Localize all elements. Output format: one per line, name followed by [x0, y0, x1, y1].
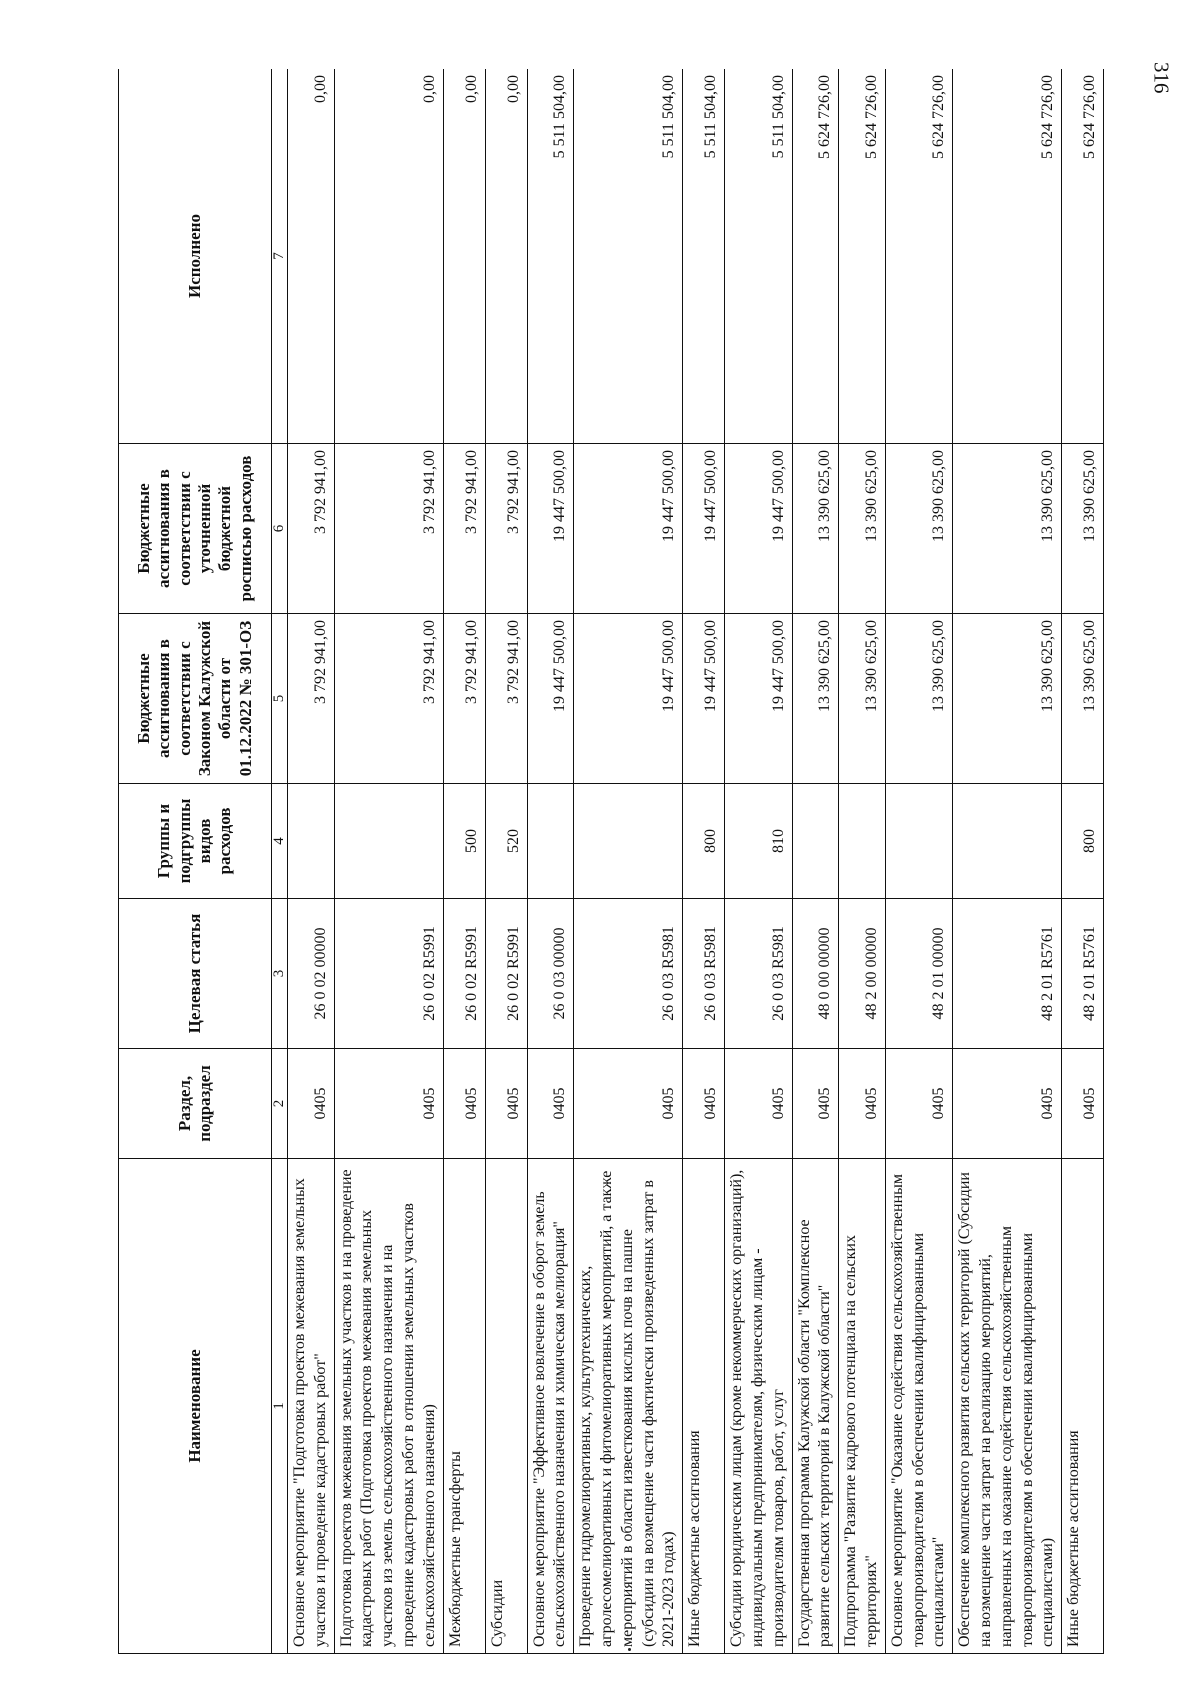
cell-executed-amount: 5 624 726,00 [885, 69, 952, 444]
cell-updated-amount: 13 390 625,00 [953, 444, 1062, 614]
cell-executed-amount: 0,00 [485, 69, 527, 444]
cell-group [885, 784, 952, 899]
cell-section: 0405 [839, 1049, 886, 1159]
cell-executed-amount: 0,00 [443, 69, 485, 444]
cell-section: 0405 [485, 1049, 527, 1159]
cell-updated-amount: 13 390 625,00 [1062, 444, 1104, 614]
cell-target: 26 0 02 R5991 [334, 899, 443, 1049]
cell-law-amount: 3 792 941,00 [443, 614, 485, 784]
cell-group [792, 784, 839, 899]
cell-section: 0405 [288, 1049, 335, 1159]
cell-executed-amount: 5 511 504,00 [527, 69, 574, 444]
cell-section: 0405 [792, 1049, 839, 1159]
cell-group [839, 784, 886, 899]
cell-section: 0405 [443, 1049, 485, 1159]
cell-updated-amount: 3 792 941,00 [443, 444, 485, 614]
table-row [683, 69, 725, 1654]
header-target: Целевая статья [119, 899, 272, 1049]
cell-updated-amount: 3 792 941,00 [334, 444, 443, 614]
cell-executed-amount: 5 511 504,00 [574, 69, 683, 444]
cell-name: Государственная программа Калужской области "Комплексное развитие сельских территорий в Калужской области" [792, 1159, 839, 1654]
cell-name: Иные бюджетные ассигнования [683, 1159, 725, 1654]
cell-executed-amount: 5 511 504,00 [683, 69, 725, 444]
cell-executed-amount: 5 624 726,00 [839, 69, 886, 444]
cell-target: 26 0 03 R5981 [725, 899, 792, 1049]
cell-executed-amount: 5 511 504,00 [725, 69, 792, 444]
cell-name: Иные бюджетные ассигнования [1062, 1159, 1104, 1654]
budget-table [118, 69, 1104, 1654]
header-section: Раздел, подраздел [119, 1049, 272, 1159]
cell-group: 520 [485, 784, 527, 899]
header-updated: Бюджетные ассигнования в соответствии с уточненной бюджетной росписью расходов [119, 444, 272, 614]
cell-updated-amount: 13 390 625,00 [839, 444, 886, 614]
page-number: 316 [1149, 62, 1174, 94]
cell-name: Подготовка проектов межевания земельных участков и на проведение кадастровых работ (Подготовка проектов межевания земельных участков из земель сельскохозяйственного назначения и на проведение кадастровых работ в отношении земельных участков сельскохозяйственного назначения) [334, 1159, 443, 1654]
cell-section: 0405 [574, 1049, 683, 1159]
cell-updated-amount: 19 447 500,00 [725, 444, 792, 614]
cell-section: 0405 [683, 1049, 725, 1159]
cell-law-amount: 13 390 625,00 [953, 614, 1062, 784]
cell-group: 810 [725, 784, 792, 899]
table-row [485, 69, 527, 1654]
cell-law-amount: 3 792 941,00 [334, 614, 443, 784]
cell-section: 0405 [1062, 1049, 1104, 1159]
cell-section: 0405 [953, 1049, 1062, 1159]
table-row [334, 69, 443, 1654]
cell-name: Проведение гидромелиоративных, культуртехнических, агролесомелиоративных и фитомелиоративных мероприятий, а также мероприятий в области известкования кислых почв на пашне (субсидии на возмещение части фактически произведенных затрат в 2021-2023 годах) [574, 1159, 683, 1654]
header-executed: Исполнено [119, 69, 272, 444]
table-row [953, 69, 1062, 1654]
cell-group [288, 784, 335, 899]
cell-group: 800 [683, 784, 725, 899]
cell-executed-amount: 5 624 726,00 [1062, 69, 1104, 444]
table-row [288, 69, 335, 1654]
cell-law-amount: 19 447 500,00 [725, 614, 792, 784]
col-number: 1 [272, 1159, 288, 1654]
cell-target: 26 0 02 R5991 [443, 899, 485, 1049]
cell-target: 26 0 02 R5991 [485, 899, 527, 1049]
col-number: 3 [272, 899, 288, 1049]
cell-section: 0405 [725, 1049, 792, 1159]
header-law: Бюджетные ассигнования в соответствии с Законом Калужской области от 01.12.2022 № 301-ОЗ [119, 614, 272, 784]
cell-executed-amount: 0,00 [334, 69, 443, 444]
cell-section: 0405 [885, 1049, 952, 1159]
table-row [1062, 69, 1104, 1654]
cell-law-amount: 13 390 625,00 [1062, 614, 1104, 784]
cell-executed-amount: 5 624 726,00 [953, 69, 1062, 444]
cell-name: Обеспечение комплексного развития сельских территорий (Субсидии на возмещение части затрат на реализацию мероприятий, направленных на оказание содействия сельскохозяйственным товаропроизводителям в обеспечении квалифицированными специалистами) [953, 1159, 1062, 1654]
col-number: 6 [272, 444, 288, 614]
budget-table-page [118, 69, 1118, 1654]
cell-updated-amount: 19 447 500,00 [527, 444, 574, 614]
cell-target: 26 0 03 00000 [527, 899, 574, 1049]
table-row [885, 69, 952, 1654]
cell-target: 26 0 03 R5981 [683, 899, 725, 1049]
cell-law-amount: 13 390 625,00 [885, 614, 952, 784]
cell-target: 48 2 01 R5761 [1062, 899, 1104, 1049]
col-number: 4 [272, 784, 288, 899]
cell-updated-amount: 3 792 941,00 [288, 444, 335, 614]
cell-name: Субсидии юридическим лицам (кроме некоммерческих организаций), индивидуальным предпринимателям, физическим лицам - производителям товаров, работ, услуг [725, 1159, 792, 1654]
cell-name: Основное мероприятие "Подготовка проектов межевания земельных участков и проведение кадастровых работ" [288, 1159, 335, 1654]
cell-target: 48 2 00 00000 [839, 899, 886, 1049]
cell-law-amount: 19 447 500,00 [683, 614, 725, 784]
col-number: 5 [272, 614, 288, 784]
cell-law-amount: 19 447 500,00 [574, 614, 683, 784]
cell-law-amount: 3 792 941,00 [288, 614, 335, 784]
cell-name: Основное мероприятие "Эффективное вовлечение в оборот земель сельскохозяйственного назначения и химическая мелиорация" [527, 1159, 574, 1654]
cell-name: Межбюджетные трансферты [443, 1159, 485, 1654]
cell-name: Основное мероприятие "Оказание содействия сельскохозяйственным товаропроизводителям в обеспечении квалифицированными специалистами" [885, 1159, 952, 1654]
table-header-row [119, 69, 272, 1654]
table-row [574, 69, 683, 1654]
cell-updated-amount: 19 447 500,00 [574, 444, 683, 614]
cell-executed-amount: 5 624 726,00 [792, 69, 839, 444]
table-row [792, 69, 839, 1654]
col-number: 2 [272, 1049, 288, 1159]
cell-law-amount: 13 390 625,00 [792, 614, 839, 784]
header-name: Наименование [119, 1159, 272, 1654]
cell-section: 0405 [527, 1049, 574, 1159]
document-viewport [118, 69, 1118, 1654]
cell-updated-amount: 13 390 625,00 [885, 444, 952, 614]
cell-law-amount: 3 792 941,00 [485, 614, 527, 784]
cell-target: 48 0 00 00000 [792, 899, 839, 1049]
table-row [443, 69, 485, 1654]
cell-name: Подпрограмма "Развитие кадрового потенциала на сельских территориях" [839, 1159, 886, 1654]
cell-law-amount: 19 447 500,00 [527, 614, 574, 784]
cell-updated-amount: 3 792 941,00 [485, 444, 527, 614]
cell-target: 48 2 01 R5761 [953, 899, 1062, 1049]
column-number-row [272, 69, 288, 1654]
col-number: 7 [272, 69, 288, 444]
cell-executed-amount: 0,00 [288, 69, 335, 444]
cell-group [527, 784, 574, 899]
cell-group [953, 784, 1062, 899]
cell-group: 800 [1062, 784, 1104, 899]
table-row [725, 69, 792, 1654]
cell-name: Субсидии [485, 1159, 527, 1654]
cell-group [574, 784, 683, 899]
cell-target: 48 2 01 00000 [885, 899, 952, 1049]
cell-law-amount: 13 390 625,00 [839, 614, 886, 784]
cell-group [334, 784, 443, 899]
cell-target: 26 0 03 R5981 [574, 899, 683, 1049]
cell-updated-amount: 19 447 500,00 [683, 444, 725, 614]
header-group: Группы и подгруппы видов расходов [119, 784, 272, 899]
table-row [527, 69, 574, 1654]
cell-target: 26 0 02 00000 [288, 899, 335, 1049]
cell-section: 0405 [334, 1049, 443, 1159]
cell-group: 500 [443, 784, 485, 899]
table-row [839, 69, 886, 1654]
cell-updated-amount: 13 390 625,00 [792, 444, 839, 614]
